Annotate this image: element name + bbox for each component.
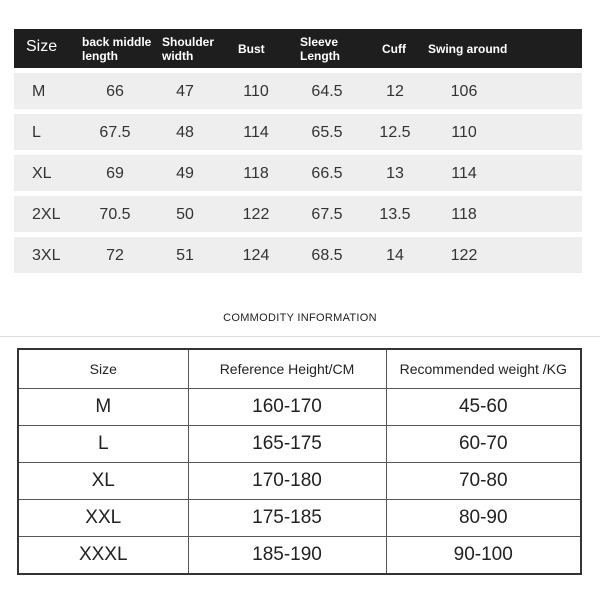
header-bust: Bust <box>238 42 265 56</box>
measure-cell: 122 <box>450 247 478 264</box>
measure-cell: 66.5 <box>311 165 343 182</box>
measure-cell: 64.5 <box>311 83 343 100</box>
size-cell: XL <box>18 463 188 500</box>
size-cell: XL <box>32 165 52 182</box>
measure-cell: 13.5 <box>379 206 411 223</box>
size-chart-header <box>14 29 582 68</box>
height-cell: 165-175 <box>188 426 386 463</box>
table-row <box>14 155 582 191</box>
table-row <box>14 237 582 273</box>
measure-cell: 47 <box>176 83 194 100</box>
header-size: Size <box>26 38 58 55</box>
size-cell: L <box>18 426 188 463</box>
measure-cell: 12.5 <box>379 124 411 141</box>
commodity-information-caption: COMMODITY INFORMATION <box>223 312 377 324</box>
measure-cell: 114 <box>451 165 477 182</box>
size-cell: 2XL <box>32 206 61 223</box>
measure-cell: 68.5 <box>311 247 343 264</box>
table-row <box>14 73 582 109</box>
measure-cell: 66 <box>106 83 124 100</box>
reference-table-body <box>18 389 581 575</box>
header-shoulder-width: Shoulder width <box>162 35 215 63</box>
measure-cell: 72 <box>106 247 124 264</box>
weight-cell: 80-90 <box>386 500 581 537</box>
weight-cell: 70-80 <box>386 463 581 500</box>
measure-cell: 110 <box>451 124 477 141</box>
caption-divider <box>0 336 600 337</box>
header-reference-height: Reference Height/CM <box>188 349 386 389</box>
measure-cell: 118 <box>243 165 269 182</box>
measure-cell: 65.5 <box>311 124 343 141</box>
reference-table-header <box>18 349 581 389</box>
reference-table <box>17 348 582 575</box>
size-chart-body <box>14 73 582 273</box>
measure-cell: 48 <box>176 124 194 141</box>
size-cell: M <box>32 83 46 100</box>
header-ref-size: Size <box>18 349 188 389</box>
header-sleeve-length: Sleeve Length <box>300 35 340 63</box>
height-cell: 175-185 <box>188 500 386 537</box>
measure-cell: 114 <box>243 124 269 141</box>
measure-cell: 67.5 <box>311 206 343 223</box>
header-swing-around: Swing around <box>428 42 508 56</box>
size-cell: L <box>32 124 41 141</box>
measure-cell: 124 <box>242 247 270 264</box>
size-cell: 3XL <box>32 247 61 264</box>
header-recommended-weight: Recommended weight /KG <box>386 349 581 389</box>
table-row <box>18 426 581 463</box>
measure-cell: 13 <box>386 165 404 182</box>
size-cell: XXXL <box>18 537 188 575</box>
measure-cell: 49 <box>176 165 194 182</box>
measure-cell: 51 <box>176 247 194 264</box>
measure-cell: 50 <box>176 206 194 223</box>
measure-cell: 12 <box>386 83 404 100</box>
measure-cell: 67.5 <box>99 124 131 141</box>
measure-cell: 70.5 <box>99 206 131 223</box>
table-row <box>18 537 581 575</box>
table-row <box>14 114 582 150</box>
height-cell: 160-170 <box>188 389 386 426</box>
measure-cell: 69 <box>106 165 124 182</box>
weight-cell: 90-100 <box>386 537 581 575</box>
header-back-middle-length: back middle length <box>82 35 152 63</box>
size-cell: M <box>18 389 188 426</box>
measure-cell: 106 <box>450 83 478 100</box>
measure-cell: 118 <box>451 206 477 223</box>
size-cell: XXL <box>18 500 188 537</box>
height-cell: 185-190 <box>188 537 386 575</box>
table-row <box>14 196 582 232</box>
header-cuff: Cuff <box>382 42 406 56</box>
measure-cell: 122 <box>242 206 270 223</box>
measure-cell: 14 <box>386 247 404 264</box>
size-chart <box>14 29 582 273</box>
table-row <box>18 389 581 426</box>
weight-cell: 45-60 <box>386 389 581 426</box>
weight-cell: 60-70 <box>386 426 581 463</box>
height-cell: 170-180 <box>188 463 386 500</box>
table-row <box>18 500 581 537</box>
measure-cell: 110 <box>243 83 269 100</box>
table-row <box>18 463 581 500</box>
